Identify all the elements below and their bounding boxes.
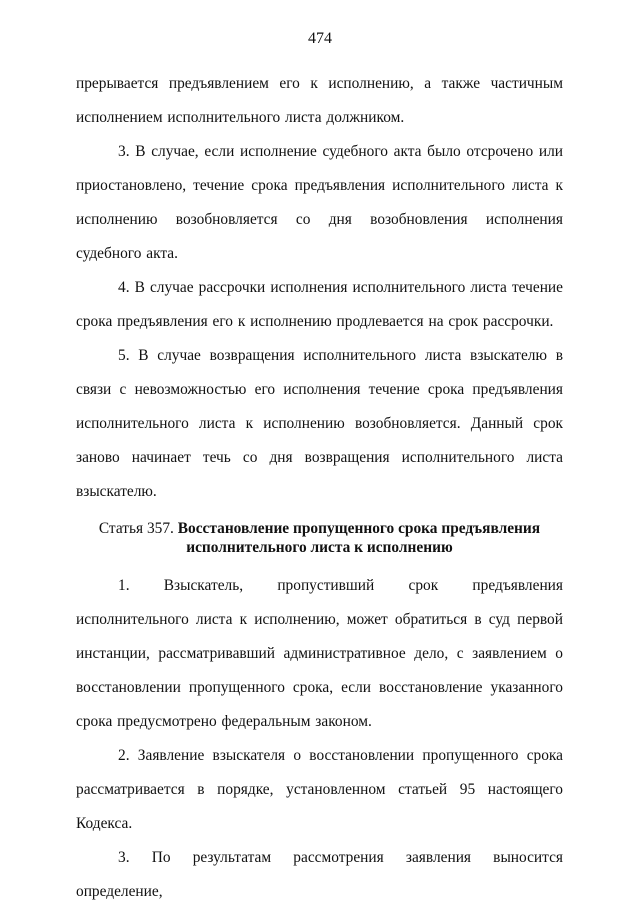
paragraph-continuation: прерывается предъявлением его к исполнению, а также частичным исполнением исполнительного листа должником. — [76, 75, 563, 126]
article-paragraph-1: 1. Взыскатель, пропустивший срок предъявления исполнительного листа к исполнению, может обратиться в суд первой инстанции, рассматривавший административное дело, с заявлением о восстановлении пропущенного срока, если восстановление указанного срока предусмотрено федеральным законом. — [76, 577, 563, 730]
article-number: Статья 357. — [98, 520, 174, 537]
article-paragraph-3: 3. По результатам рассмотрения заявления выносится определение, — [76, 849, 563, 900]
paragraph-item-5: 5. В случае возвращения исполнительного листа взыскателю в связи с невозможностью его исполнения течение срока предъявления исполнительного листа к исполнению возобновляется. Данный срок заново начинает течь со дня возвращения исполнительного листа взыскателю. — [76, 347, 563, 500]
paragraph-item-4: 4. В случае рассрочки исполнения исполнительного листа течение срока предъявления его к исполнению продлевается на срок рассрочки. — [76, 279, 563, 330]
article-heading — [76, 519, 563, 557]
article-paragraph-2: 2. Заявление взыскателя о восстановлении пропущенного срока рассматривается в порядке, установленном статьей 95 настоящего Кодекса. — [76, 747, 563, 832]
document-body — [76, 67, 563, 909]
article-title: Восстановление пропущенного срока предъявления исполнительного листа к исполнению — [177, 520, 541, 556]
page-number: 474 — [308, 30, 332, 47]
paragraph-item-3: 3. В случае, если исполнение судебного акта было отсрочено или приостановлено, течение срока предъявления исполнительного листа к исполнению возобновляется со дня возобновления исполнения судебного акта. — [76, 143, 563, 262]
